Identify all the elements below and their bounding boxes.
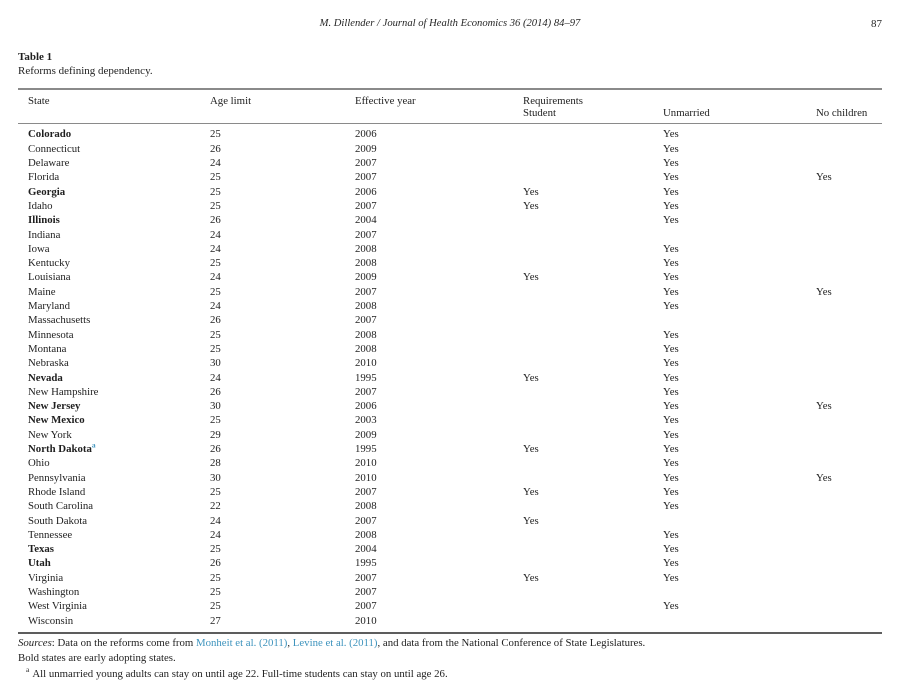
footnote-a-text: All unmarried young adults can stay on until age 22. Full-time students can stay on until age 26. — [32, 667, 448, 680]
cell-effective-year: 2007 — [355, 485, 377, 498]
cell-no-children: Yes — [816, 471, 832, 484]
cell-unmarried: Yes — [663, 571, 679, 584]
cell-age-limit: 26 — [210, 314, 221, 327]
cell-student — [523, 313, 663, 327]
cell-effective-year: 2010 — [355, 357, 377, 370]
table-row — [18, 342, 882, 356]
cell-effective-year: 2007 — [355, 514, 377, 527]
cell-unmarried: Yes — [663, 128, 679, 141]
table-header-row — [18, 90, 882, 123]
cell-effective-year: 2008 — [355, 528, 377, 541]
cell-effective-year: 2007 — [355, 571, 377, 584]
cell-state: Wisconsin — [28, 614, 74, 627]
cell-student — [523, 342, 663, 356]
table-bottom-rule — [18, 632, 882, 634]
cell-unmarried — [663, 585, 816, 599]
cell-unmarried: Yes — [663, 157, 679, 170]
cell-unmarried: Yes — [663, 214, 679, 227]
cell-effective-year: 2007 — [355, 314, 377, 327]
cell-age-limit: 27 — [210, 614, 221, 627]
footnote-a-marker: a — [26, 665, 30, 674]
table-row — [18, 199, 882, 213]
cell-unmarried: Yes — [663, 242, 679, 255]
cell-effective-year: 1995 — [355, 557, 377, 570]
cell-state: Iowa — [28, 242, 50, 255]
cell-state: Virginia — [28, 571, 64, 584]
table-row — [18, 542, 882, 556]
cell-student — [523, 413, 663, 427]
cell-effective-year: 2006 — [355, 185, 377, 198]
running-head — [18, 18, 882, 32]
table-row — [18, 299, 882, 313]
cell-no-children — [816, 599, 882, 613]
cell-effective-year: 2008 — [355, 500, 377, 513]
cell-age-limit: 25 — [210, 342, 221, 355]
cell-student — [523, 428, 663, 442]
table-row — [18, 471, 882, 485]
cell-state: New Hampshire — [28, 385, 99, 398]
sources-text-post: , and data from the National Conference of State Legislatures. — [377, 637, 646, 649]
cell-state: Colorado — [28, 128, 72, 141]
cell-unmarried: Yes — [663, 600, 679, 613]
cell-student: Yes — [523, 271, 539, 284]
table-row — [18, 285, 882, 299]
cell-student — [523, 456, 663, 470]
cell-age-limit: 28 — [210, 457, 221, 470]
cell-student — [523, 156, 663, 170]
table-row — [18, 442, 882, 456]
cell-state: North Dakota$^a$ — [28, 440, 96, 456]
journal-citation: M. Dillender / Journal of Health Economics 36 (2014) 84–97 — [319, 18, 581, 29]
cell-student: Yes — [523, 485, 539, 498]
cell-no-children: Yes — [816, 285, 832, 298]
header-requirements-student — [523, 95, 663, 120]
cell-effective-year: 2009 — [355, 271, 377, 284]
table-caption-block — [18, 50, 153, 78]
cell-student: Yes — [523, 371, 539, 384]
table-row — [18, 242, 882, 256]
cell-student: Yes — [523, 514, 539, 527]
table-row — [18, 156, 882, 170]
cell-age-limit: 30 — [210, 471, 221, 484]
cell-student — [523, 499, 663, 513]
table-row — [18, 270, 882, 284]
cell-unmarried: Yes — [663, 328, 679, 341]
header-no-children-label: No children — [816, 107, 868, 120]
cell-age-limit: 24 — [210, 271, 221, 284]
cell-unmarried: Yes — [663, 528, 679, 541]
cell-age-limit: 26 — [210, 443, 221, 456]
cell-age-limit: 24 — [210, 157, 221, 170]
cell-student — [523, 285, 663, 299]
cell-no-children — [816, 442, 882, 456]
table-row — [18, 528, 882, 542]
header-effective-year-label: Effective year — [355, 94, 416, 107]
table-caption-text: Reforms defining dependency. — [18, 65, 153, 77]
cell-no-children — [816, 371, 882, 385]
cell-age-limit: 29 — [210, 428, 221, 441]
footnote-a — [18, 667, 882, 682]
cell-effective-year: 2004 — [355, 543, 377, 556]
table-row — [18, 371, 882, 385]
page-number: 87 — [871, 18, 882, 30]
monheit-citation-link[interactable]: Monheit et al. (2011) — [196, 637, 288, 649]
table-notes — [18, 636, 882, 682]
cell-unmarried: Yes — [663, 199, 679, 212]
cell-student — [523, 528, 663, 542]
cell-state: New Mexico — [28, 414, 85, 427]
cell-student — [523, 213, 663, 227]
cell-student — [523, 585, 663, 599]
cell-student — [523, 299, 663, 313]
cell-age-limit: 26 — [210, 214, 221, 227]
cell-no-children — [816, 413, 882, 427]
header-state — [28, 95, 210, 120]
cell-student — [523, 228, 663, 242]
cell-unmarried: Yes — [663, 171, 679, 184]
cell-state: Georgia — [28, 185, 66, 198]
cell-student: Yes — [523, 185, 539, 198]
cell-student — [523, 142, 663, 156]
table-row — [18, 399, 882, 413]
cell-state: Rhode Island — [28, 485, 86, 498]
cell-unmarried — [663, 614, 816, 628]
table-row — [18, 313, 882, 327]
table-row — [18, 170, 882, 184]
cell-state: Nevada — [28, 371, 63, 384]
cell-no-children — [816, 456, 882, 470]
table-row — [18, 485, 882, 499]
cell-no-children — [816, 528, 882, 542]
cell-state: Tennessee — [28, 528, 73, 541]
cell-unmarried: Yes — [663, 385, 679, 398]
cell-no-children — [816, 385, 882, 399]
cell-no-children — [816, 213, 882, 227]
cell-student: Yes — [523, 571, 539, 584]
cell-state: New Jersey — [28, 400, 81, 413]
cell-age-limit: 30 — [210, 357, 221, 370]
cell-no-children — [816, 142, 882, 156]
cell-no-children — [816, 356, 882, 370]
cell-no-children — [816, 499, 882, 513]
cell-no-children — [816, 127, 882, 141]
cell-age-limit: 24 — [210, 371, 221, 384]
cell-state: Ohio — [28, 457, 50, 470]
cell-effective-year: 2006 — [355, 400, 377, 413]
cell-state: South Carolina — [28, 500, 94, 513]
cell-age-limit: 26 — [210, 385, 221, 398]
cell-state: Florida — [28, 171, 60, 184]
table-row — [18, 456, 882, 470]
sources-text-pre: : Data on the reforms come from — [51, 637, 197, 649]
cell-effective-year: 2003 — [355, 414, 377, 427]
cell-effective-year: 2008 — [355, 257, 377, 270]
cell-age-limit: 26 — [210, 557, 221, 570]
cell-age-limit: 25 — [210, 585, 221, 598]
cell-state: Massachusetts — [28, 314, 91, 327]
cell-student — [523, 242, 663, 256]
cell-effective-year: 2007 — [355, 600, 377, 613]
sources-separator: , — [287, 637, 293, 649]
cell-effective-year: 1995 — [355, 371, 377, 384]
table-row — [18, 356, 882, 370]
cell-no-children — [816, 514, 882, 528]
cell-student — [523, 356, 663, 370]
cell-effective-year: 2008 — [355, 328, 377, 341]
reforms-table — [18, 88, 882, 634]
cell-student: Yes — [523, 199, 539, 212]
cell-no-children — [816, 242, 882, 256]
cell-state: Connecticut — [28, 142, 81, 155]
cell-age-limit: 24 — [210, 300, 221, 313]
cell-no-children: Yes — [816, 171, 832, 184]
cell-no-children — [816, 270, 882, 284]
cell-unmarried: Yes — [663, 414, 679, 427]
header-student-label: Student — [523, 107, 556, 120]
table-row — [18, 185, 882, 199]
table-row — [18, 413, 882, 427]
cell-no-children — [816, 199, 882, 213]
table-row — [18, 585, 882, 599]
cell-age-limit: 24 — [210, 514, 221, 527]
cell-effective-year: 2004 — [355, 214, 377, 227]
cell-student — [523, 542, 663, 556]
cell-effective-year: 2009 — [355, 428, 377, 441]
cell-no-children — [816, 614, 882, 628]
cell-no-children — [816, 185, 882, 199]
cell-age-limit: 25 — [210, 285, 221, 298]
header-effective-year — [355, 95, 523, 120]
cell-age-limit: 26 — [210, 142, 221, 155]
cell-unmarried: Yes — [663, 271, 679, 284]
cell-state: Pennsylvania — [28, 471, 86, 484]
cell-unmarried: Yes — [663, 500, 679, 513]
cell-state: Louisiana — [28, 271, 71, 284]
cell-state: Utah — [28, 557, 51, 570]
cell-state: Maryland — [28, 300, 70, 313]
cell-effective-year: 2008 — [355, 342, 377, 355]
cell-unmarried: Yes — [663, 557, 679, 570]
cell-student — [523, 256, 663, 270]
cell-unmarried: Yes — [663, 543, 679, 556]
cell-age-limit: 25 — [210, 128, 221, 141]
cell-age-limit: 24 — [210, 242, 221, 255]
cell-no-children — [816, 556, 882, 570]
sources-note — [18, 636, 882, 651]
cell-effective-year: 2010 — [355, 457, 377, 470]
cell-effective-year: 2007 — [355, 228, 377, 241]
table-body — [18, 124, 882, 632]
cell-student — [523, 599, 663, 613]
cell-unmarried: Yes — [663, 285, 679, 298]
table-row — [18, 571, 882, 585]
table-row — [18, 514, 882, 528]
cell-no-children — [816, 156, 882, 170]
cell-state: Illinois — [28, 214, 60, 227]
cell-unmarried: Yes — [663, 257, 679, 270]
cell-effective-year: 2006 — [355, 128, 377, 141]
cell-age-limit: 25 — [210, 543, 221, 556]
table-row — [18, 328, 882, 342]
header-unmarried — [663, 95, 816, 120]
cell-no-children — [816, 542, 882, 556]
cell-effective-year: 2007 — [355, 285, 377, 298]
cell-age-limit: 24 — [210, 228, 221, 241]
cell-unmarried: Yes — [663, 471, 679, 484]
cell-effective-year: 2007 — [355, 171, 377, 184]
cell-age-limit: 25 — [210, 485, 221, 498]
cell-age-limit: 25 — [210, 185, 221, 198]
cell-student — [523, 471, 663, 485]
cell-effective-year: 1995 — [355, 443, 377, 456]
table-row — [18, 385, 882, 399]
cell-state: Kentucky — [28, 257, 70, 270]
cell-age-limit: 25 — [210, 328, 221, 341]
table-row — [18, 556, 882, 570]
table-label: Table 1 — [18, 51, 53, 63]
cell-effective-year: 2010 — [355, 471, 377, 484]
header-unmarried-label: Unmarried — [663, 107, 710, 120]
cell-state: Delaware — [28, 157, 70, 170]
cell-effective-year: 2008 — [355, 300, 377, 313]
cell-state: Idaho — [28, 199, 53, 212]
cell-student — [523, 556, 663, 570]
cell-state: New York — [28, 428, 72, 441]
cell-no-children — [816, 428, 882, 442]
cell-no-children — [816, 299, 882, 313]
cell-unmarried: Yes — [663, 357, 679, 370]
cell-age-limit: 25 — [210, 257, 221, 270]
table-row — [18, 256, 882, 270]
cell-effective-year: 2007 — [355, 585, 377, 598]
header-requirements-label: Requirements — [523, 94, 583, 107]
cell-unmarried: Yes — [663, 485, 679, 498]
cell-unmarried — [663, 313, 816, 327]
cell-no-children — [816, 256, 882, 270]
table-row — [18, 428, 882, 442]
header-age-limit — [210, 95, 355, 120]
cell-no-children — [816, 313, 882, 327]
cell-age-limit: 25 — [210, 199, 221, 212]
cell-student — [523, 127, 663, 141]
cell-no-children: Yes — [816, 400, 832, 413]
levine-citation-link[interactable]: Levine et al. (2011) — [292, 637, 378, 649]
cell-student — [523, 385, 663, 399]
table-row — [18, 127, 882, 141]
cell-unmarried: Yes — [663, 371, 679, 384]
header-no-children — [816, 95, 882, 120]
cell-state: Indiana — [28, 228, 61, 241]
sources-label: Sources — [18, 637, 52, 649]
cell-age-limit: 30 — [210, 400, 221, 413]
cell-unmarried: Yes — [663, 457, 679, 470]
cell-unmarried: Yes — [663, 342, 679, 355]
cell-age-limit: 22 — [210, 500, 221, 513]
cell-unmarried: Yes — [663, 443, 679, 456]
cell-unmarried — [663, 514, 816, 528]
cell-state: Nebraska — [28, 357, 69, 370]
cell-state: Maine — [28, 285, 56, 298]
cell-effective-year: 2009 — [355, 142, 377, 155]
cell-unmarried: Yes — [663, 400, 679, 413]
cell-no-children — [816, 485, 882, 499]
cell-age-limit: 25 — [210, 414, 221, 427]
cell-unmarried: Yes — [663, 142, 679, 155]
cell-no-children — [816, 328, 882, 342]
cell-no-children — [816, 585, 882, 599]
cell-unmarried — [663, 228, 816, 242]
table-row — [18, 499, 882, 513]
cell-state: West Virginia — [28, 600, 87, 613]
cell-student — [523, 614, 663, 628]
cell-student — [523, 170, 663, 184]
cell-no-children — [816, 342, 882, 356]
cell-state: Texas — [28, 543, 55, 556]
cell-effective-year: 2007 — [355, 385, 377, 398]
cell-student — [523, 399, 663, 413]
table-row — [18, 213, 882, 227]
table-row — [18, 228, 882, 242]
cell-effective-year: 2007 — [355, 199, 377, 212]
cell-unmarried: Yes — [663, 300, 679, 313]
cell-age-limit: 25 — [210, 171, 221, 184]
cell-state: Washington — [28, 585, 80, 598]
cell-student: Yes — [523, 443, 539, 456]
header-age-limit-label: Age limit — [210, 94, 252, 107]
table-row — [18, 599, 882, 613]
cell-unmarried: Yes — [663, 185, 679, 198]
header-state-label: State — [28, 94, 50, 107]
cell-state: Minnesota — [28, 328, 74, 341]
cell-no-children — [816, 228, 882, 242]
cell-effective-year: 2008 — [355, 242, 377, 255]
footnote-marker: a — [91, 440, 96, 450]
cell-age-limit: 25 — [210, 571, 221, 584]
table-row — [18, 142, 882, 156]
cell-effective-year: 2010 — [355, 614, 377, 627]
cell-state: Montana — [28, 342, 67, 355]
cell-unmarried: Yes — [663, 428, 679, 441]
cell-age-limit: 24 — [210, 528, 221, 541]
cell-student — [523, 328, 663, 342]
cell-state: South Dakota — [28, 514, 88, 527]
cell-effective-year: 2007 — [355, 157, 377, 170]
cell-no-children — [816, 571, 882, 585]
bold-states-note: Bold states are early adopting states. — [18, 652, 176, 665]
cell-age-limit: 25 — [210, 600, 221, 613]
table-row — [18, 614, 882, 628]
